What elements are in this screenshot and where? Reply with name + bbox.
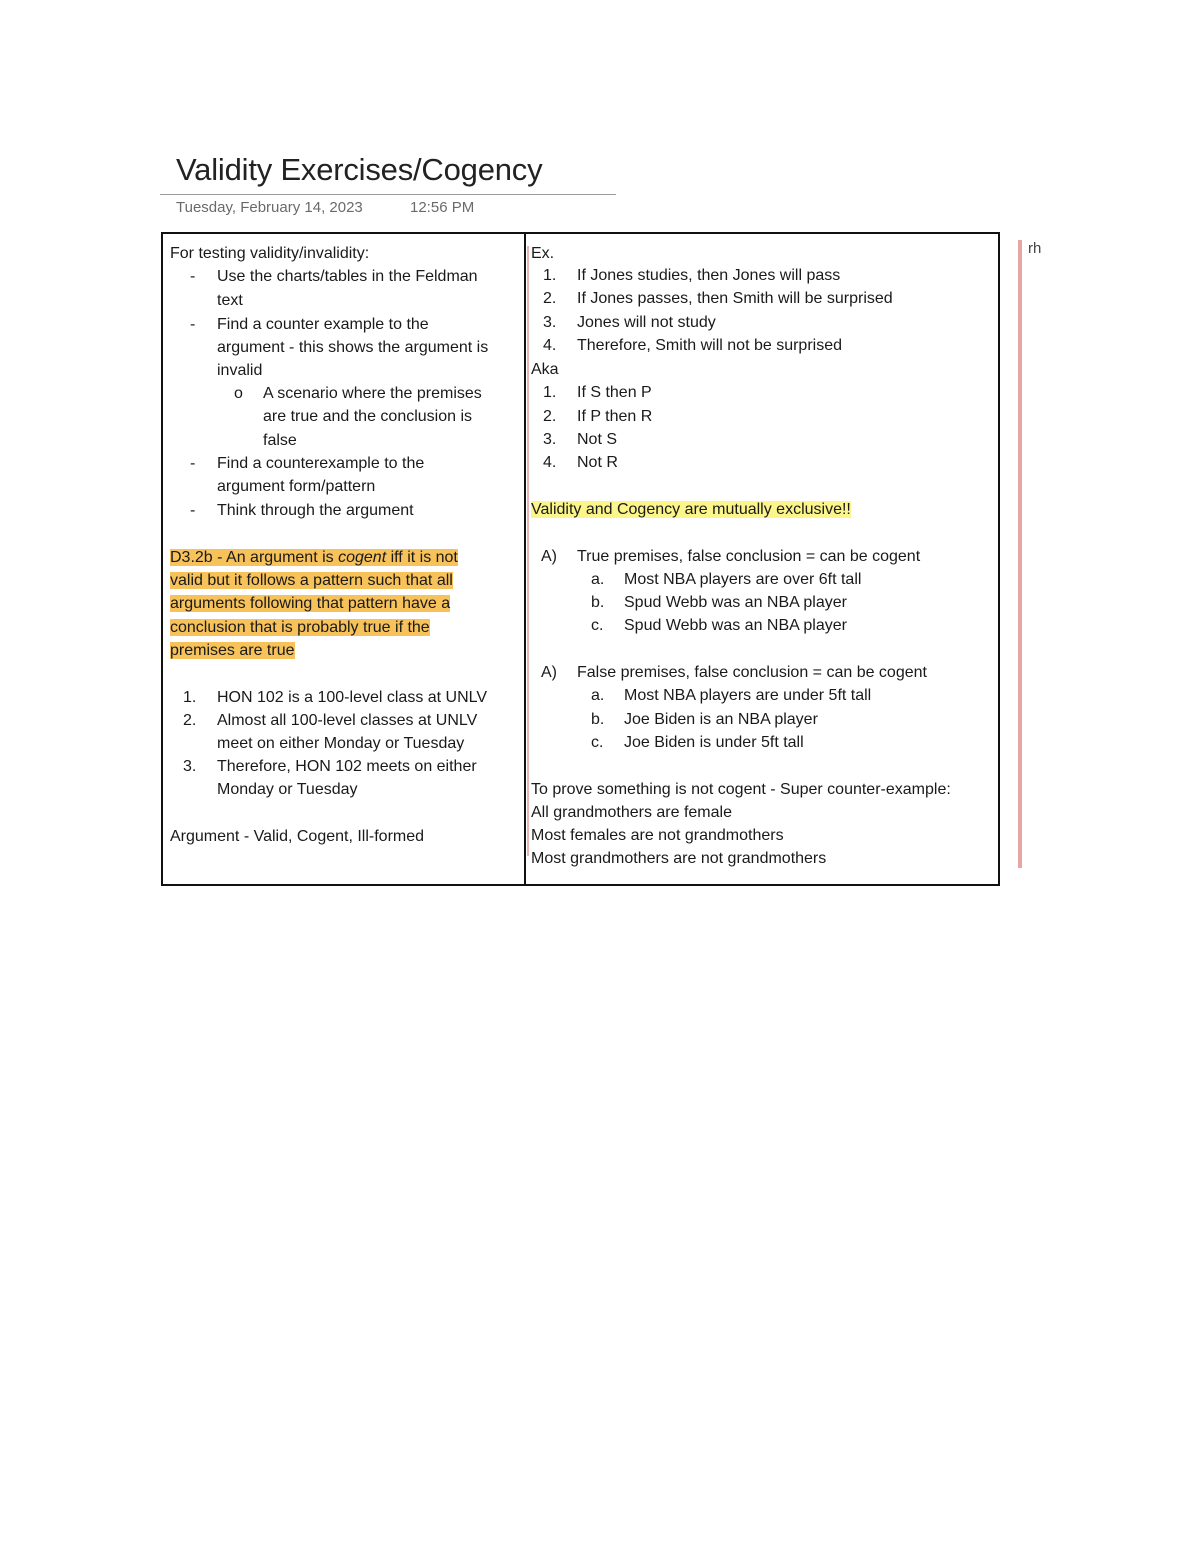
definition-line-4: conclusion that is probably true if the	[170, 619, 430, 636]
bullet-2-line-3: invalid	[217, 362, 263, 379]
bullet-3-line-2: argument form/pattern	[217, 478, 376, 495]
bullet-1-line-2: text	[217, 292, 243, 309]
red-margin-accent	[527, 246, 529, 856]
case-b-title: False premises, false conclusion = can be cogent	[577, 664, 927, 681]
list-number: 3.	[183, 758, 197, 775]
list-number: 4.	[543, 454, 557, 471]
sub-bullet-line-1: A scenario where the premises	[263, 385, 482, 402]
page-time: 12:56 PM	[410, 199, 475, 216]
sub-bullet-line-2: are true and the conclusion is	[263, 408, 473, 425]
highlighted-note: Validity and Cogency are mutually exclusive!!	[531, 501, 851, 518]
example-item-3: Jones will not study	[577, 314, 716, 331]
list-number: 2.	[183, 712, 197, 729]
list-item-2-line-2: meet on either Monday or Tuesday	[217, 735, 465, 752]
sub-bullet-line-3: false	[263, 432, 297, 449]
prove-line-2: All grandmothers are female	[531, 804, 732, 821]
aka-item-2: If P then R	[577, 408, 653, 425]
example-item-1: If Jones studies, then Jones will pass	[577, 267, 841, 284]
definition-line-2: valid but it follows a pattern such that all	[170, 572, 453, 589]
list-number: 3.	[543, 314, 557, 331]
aka-item-3: Not S	[577, 431, 618, 448]
bullet-3-line-1: Find a counterexample to the	[217, 455, 425, 472]
bullet-2-line-2: argument - this shows the argument is	[217, 339, 489, 356]
sub-item-marker: b.	[591, 711, 605, 728]
example-item-4: Therefore, Smith will not be surprised	[577, 337, 842, 354]
case-a-item-a: Most NBA players are over 6ft tall	[624, 571, 862, 588]
example-item-2: If Jones passes, then Smith will be surprised	[577, 290, 893, 307]
example-label: Ex.	[531, 245, 555, 262]
sub-item-marker: a.	[591, 571, 605, 588]
case-b-item-b: Joe Biden is an NBA player	[624, 711, 818, 728]
definition-line-3: arguments following that pattern have a	[170, 595, 451, 612]
bullet-marker: -	[190, 502, 196, 519]
sub-item-marker: c.	[591, 617, 604, 634]
list-number: 3.	[543, 431, 557, 448]
prove-line-3: Most females are not grandmothers	[531, 827, 784, 844]
list-number: 1.	[543, 384, 557, 401]
case-b-item-c: Joe Biden is under 5ft tall	[624, 734, 804, 751]
list-number: 4.	[543, 337, 557, 354]
aka-item-1: If S then P	[577, 384, 652, 401]
bullet-1-line-1: Use the charts/tables in the Feldman	[217, 268, 478, 285]
column-divider	[524, 234, 526, 884]
margin-comment-bar	[1018, 240, 1022, 868]
bullet-2-line-1: Find a counter example to the	[217, 316, 429, 333]
list-number: 2.	[543, 290, 557, 307]
case-b-item-a: Most NBA players are under 5ft tall	[624, 687, 872, 704]
page-title: Validity Exercises/Cogency	[176, 152, 543, 187]
list-item-2-line-1: Almost all 100-level classes at UNLV	[217, 712, 478, 729]
list-number: 2.	[543, 408, 557, 425]
left-heading: For testing validity/invalidity:	[170, 245, 370, 262]
bullet-marker: -	[190, 316, 196, 333]
sub-bullet-marker: o	[234, 385, 243, 402]
bullet-4: Think through the argument	[217, 502, 414, 519]
list-item-3-line-1: Therefore, HON 102 meets on either	[217, 758, 477, 775]
sub-item-marker: a.	[591, 687, 605, 704]
list-number: 1.	[543, 267, 557, 284]
case-a-item-c: Spud Webb was an NBA player	[624, 617, 847, 634]
case-a-title: True premises, false conclusion = can be cogent	[577, 548, 921, 565]
bullet-marker: -	[190, 268, 196, 285]
page-date: Tuesday, February 14, 2023	[176, 199, 363, 216]
list-number: 1.	[183, 689, 197, 706]
notes-table	[161, 232, 1000, 886]
sub-item-marker: c.	[591, 734, 604, 751]
margin-note: rh	[1028, 240, 1042, 257]
title-rule	[160, 194, 616, 195]
prove-line-1: To prove something is not cogent - Super counter-example:	[531, 781, 951, 798]
case-marker: A)	[541, 664, 557, 681]
left-footer: Argument - Valid, Cogent, Ill-formed	[170, 828, 425, 845]
case-a-item-b: Spud Webb was an NBA player	[624, 594, 847, 611]
definition-line-1: D3.2b - An argument is cogent iff it is not	[170, 549, 458, 566]
list-item-1: HON 102 is a 100-level class at UNLV	[217, 689, 488, 706]
bullet-marker: -	[190, 455, 196, 472]
aka-item-4: Not R	[577, 454, 618, 471]
prove-line-4: Most grandmothers are not grandmothers	[531, 850, 827, 867]
list-item-3-line-2: Monday or Tuesday	[217, 781, 358, 798]
sub-item-marker: b.	[591, 594, 605, 611]
case-marker: A)	[541, 548, 557, 565]
definition-line-5: premises are true	[170, 642, 295, 659]
aka-label: Aka	[531, 361, 559, 378]
